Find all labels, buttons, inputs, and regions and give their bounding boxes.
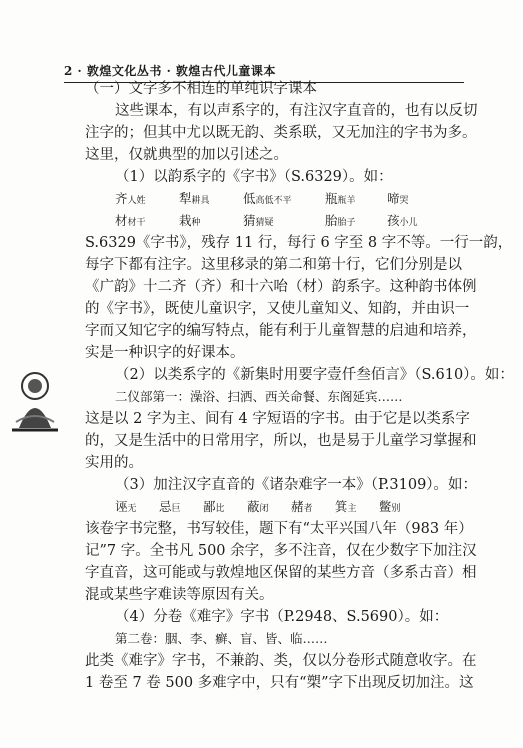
paragraph-line: 的《字书》，既使儿童识字，又使儿童知义、知韵，并由识一 (85, 301, 470, 317)
item-4-example: 第二卷：胭、李、癣、盲、皆、临…… (115, 631, 328, 646)
paragraph-line: 《广韵》十二齐（齐）和十六咍（材）韵系字。这种韵书体例 (85, 279, 477, 295)
item-3-title: （3）加注汉字直音的《诸杂难字一本》（P.3109）。如： (115, 477, 478, 493)
paragraph-line: 实用的。 (85, 455, 143, 471)
page-number: 2 (64, 64, 73, 78)
paragraph-line: 该卷字书完整，书写较佳，题下有“太平兴国八年（983 年） (85, 521, 473, 537)
paragraph-line: 1 卷至 7 卷 500 多难字中，只有“槊”字下出现反切加注。这 (85, 675, 474, 691)
item-2-title: （2）以类系字的《新集时用要字壹仟叁佰言》（S.610）。如： (115, 367, 514, 383)
series-title: · 敦煌文化丛书 · 敦煌古代儿童课本 (77, 64, 276, 78)
buddha-figure-illustration (4, 370, 66, 434)
paragraph-line: 每字下都有注字。这里移录的第二和第十行，它们分别是以 (85, 257, 462, 273)
paragraph-line: 这里，仅就典型的加以引述之。 (85, 147, 288, 163)
paragraph-line: 字直音，这可能或与敦煌地区保留的某些方音（多系古音）相 (85, 565, 477, 581)
paragraph-line: 记”7 字。全书凡 500 余字，多不注音，仅在少数字下加注汉 (85, 543, 477, 559)
paragraph-line: S.6329《字书》，残存 11 行，每行 6 字至 8 字不等。一行一韵， (85, 235, 513, 251)
example-row-3: 诬无 忌巨 鄙比 蔽闭 赭者 箕主 鳖别 (115, 499, 401, 514)
example-row-2: 材材干 栽种 猜猜疑 胎胎子 孩小儿 (115, 213, 418, 228)
section-title: （一）文字多不相连的单纯识字课本 (85, 81, 317, 97)
paragraph-line: 字而又知它字的编写特点，能有利于儿童智慧的启迪和培养， (85, 323, 477, 339)
example-row-1: 齐人姓 犁耕具 低高低不平 瓶瓶羊 啼哭 (115, 191, 409, 206)
paragraph-line: 注字的；但其中尤以既无韵、类系联，又无加注的字书为多。 (85, 125, 477, 141)
paragraph-line: 这是以 2 字为主、间有 4 字短语的字书。由于它是以类系字 (85, 411, 470, 427)
paragraph-line: 混或某些字难读等原因有关。 (85, 587, 274, 603)
paragraph-line: 的，又是生活中的日常用字，所以，也是易于儿童学习掌握和 (85, 433, 477, 449)
paragraph-line: 此类《难字》字书，不兼韵、类，仅以分卷形式随意收字。在 (85, 653, 477, 669)
paragraph-line: 实是一种识字的好课本。 (85, 345, 245, 361)
paragraph-line: 这些课本，有以声系字的，有注汉字直音的，也有以反切 (115, 103, 478, 119)
item-1-title: （1）以韵系字的《字书》（S.6329）。如： (115, 169, 393, 185)
item-4-title: （4）分卷《难字》字书（P.2948、S.5690）。如： (115, 609, 449, 625)
item-2-example: 二仪部第一：澡浴、扫洒、西关命餐、东阁延宾…… (115, 389, 403, 404)
